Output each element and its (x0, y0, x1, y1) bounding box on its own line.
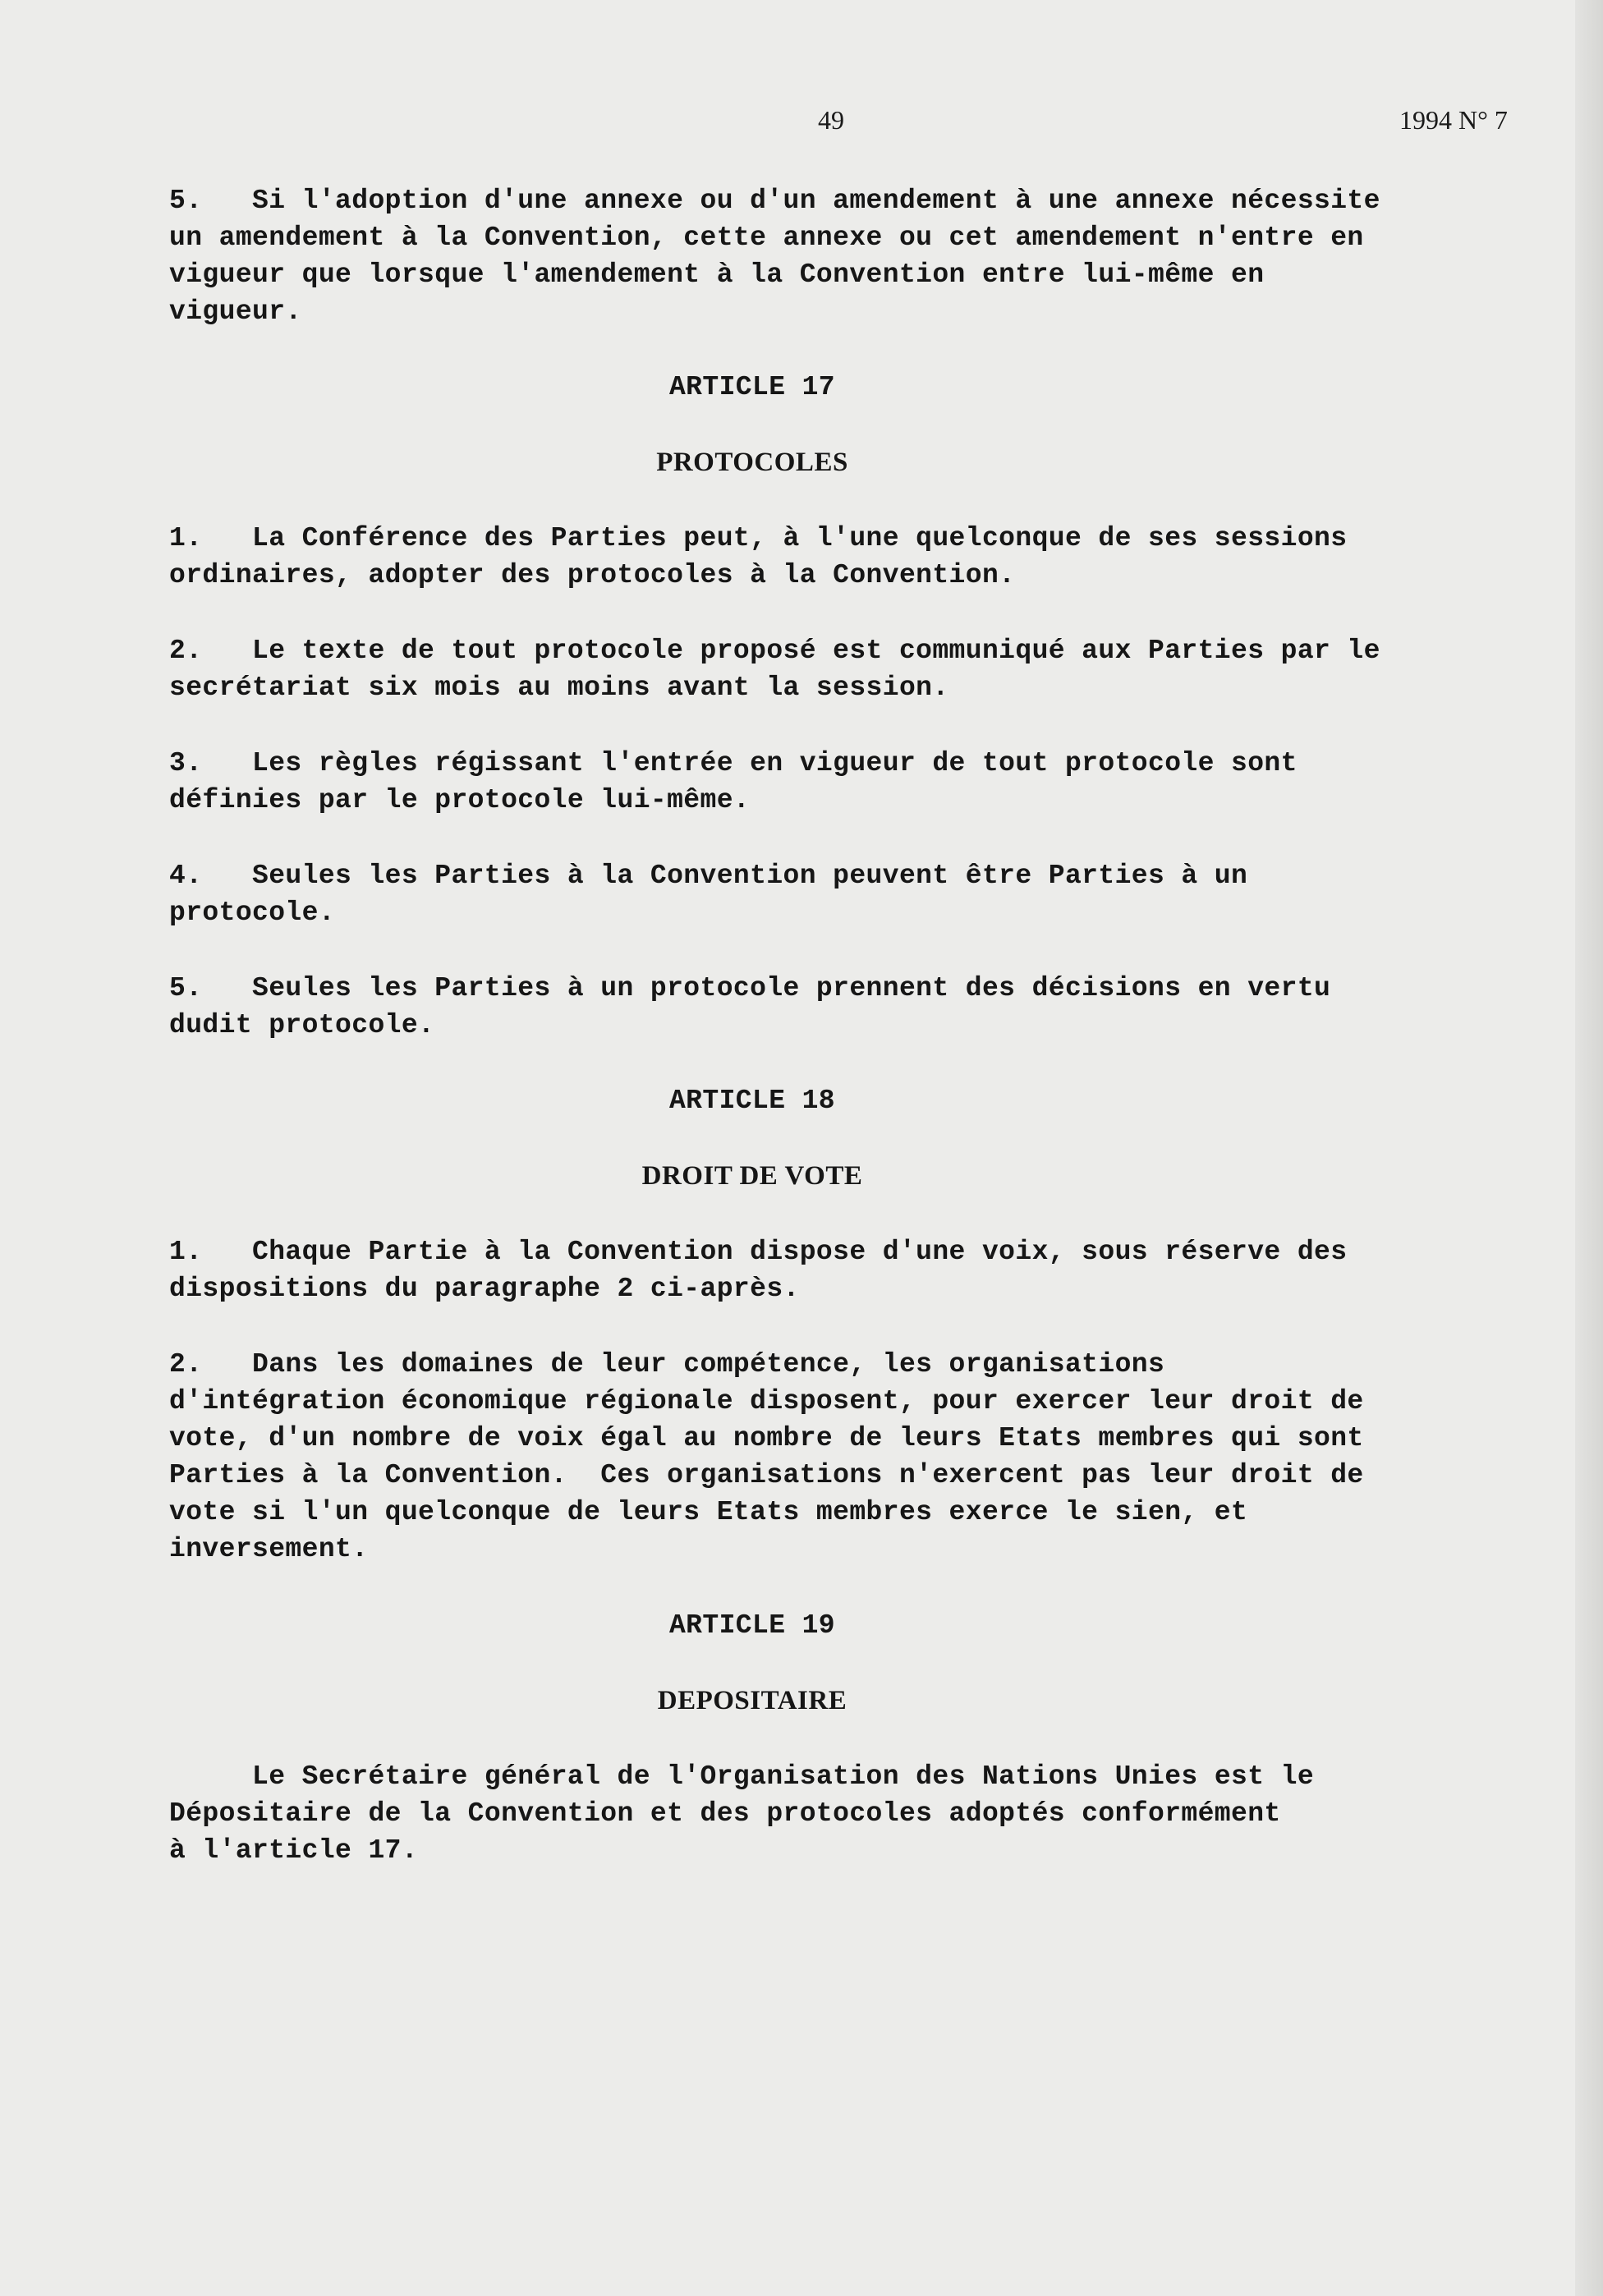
page-number: 49 (818, 105, 844, 135)
document-body (169, 182, 1541, 1908)
article-19-heading: ARTICLE 19 (668, 1610, 836, 1641)
article-17-paragraph-2: 2. Le texte de tout protocole proposé est communiqué aux Parties par le secrétariat six mois au moins avant la session. (169, 636, 1380, 703)
page-header (0, 105, 1603, 141)
article-17-heading: ARTICLE 17 (668, 372, 836, 402)
article-18-paragraph-1: 1. Chaque Partie à la Convention dispose d'une voix, sous réserve des dispositions du paragraphe 2 ci-après. (169, 1237, 1348, 1304)
article-16-paragraph-5: 5. Si l'adoption d'une annexe ou d'un amendement à une annexe nécessite un amendement à la Convention, cette annexe ou cet amendement n'entre en vigueur que lorsque l'amendement à la Convention entre lui-même en vigueur. (169, 186, 1380, 327)
article-17-paragraph-1: 1. La Conférence des Parties peut, à l'une quelconque de ses sessions ordinaires, adopter des protocoles à la Convention. (169, 523, 1348, 590)
page-edge-shadow (1575, 0, 1603, 2296)
article-18-title: DROIT DE VOTE (641, 1161, 863, 1191)
article-19-paragraph: Le Secrétaire général de l'Organisation des Nations Unies est le Dépositaire de la Convention et des protocoles adoptés conformément à l'article 17. (169, 1761, 1315, 1866)
article-17-paragraph-4: 4. Seules les Parties à la Convention peuvent être Parties à un protocole. (169, 861, 1248, 928)
article-17-paragraph-3: 3. Les règles régissant l'entrée en vigueur de tout protocole sont définies par le protocole lui-même. (169, 748, 1298, 815)
article-18-heading: ARTICLE 18 (668, 1086, 836, 1116)
article-19-title: DEPOSITAIRE (657, 1686, 847, 1715)
article-18-paragraph-2: 2. Dans les domaines de leur compétence, les organisations d'intégration économique régionale disposent, pour exercer leur droit de vote, d'un nombre de voix égal au nombre de leurs Etats membres qui sont Parties à la Convention. Ces organisations n'exercent pas leur droit de vote si l'un quelconque de leurs Etats membres exerce le sien, et inversement. (169, 1349, 1364, 1564)
article-17-title: PROTOCOLES (656, 448, 848, 477)
article-17-paragraph-5: 5. Seules les Parties à un protocole prennent des décisions en vertu dudit protocole. (169, 973, 1331, 1040)
issue-label: 1994 N° 7 (1399, 105, 1508, 135)
